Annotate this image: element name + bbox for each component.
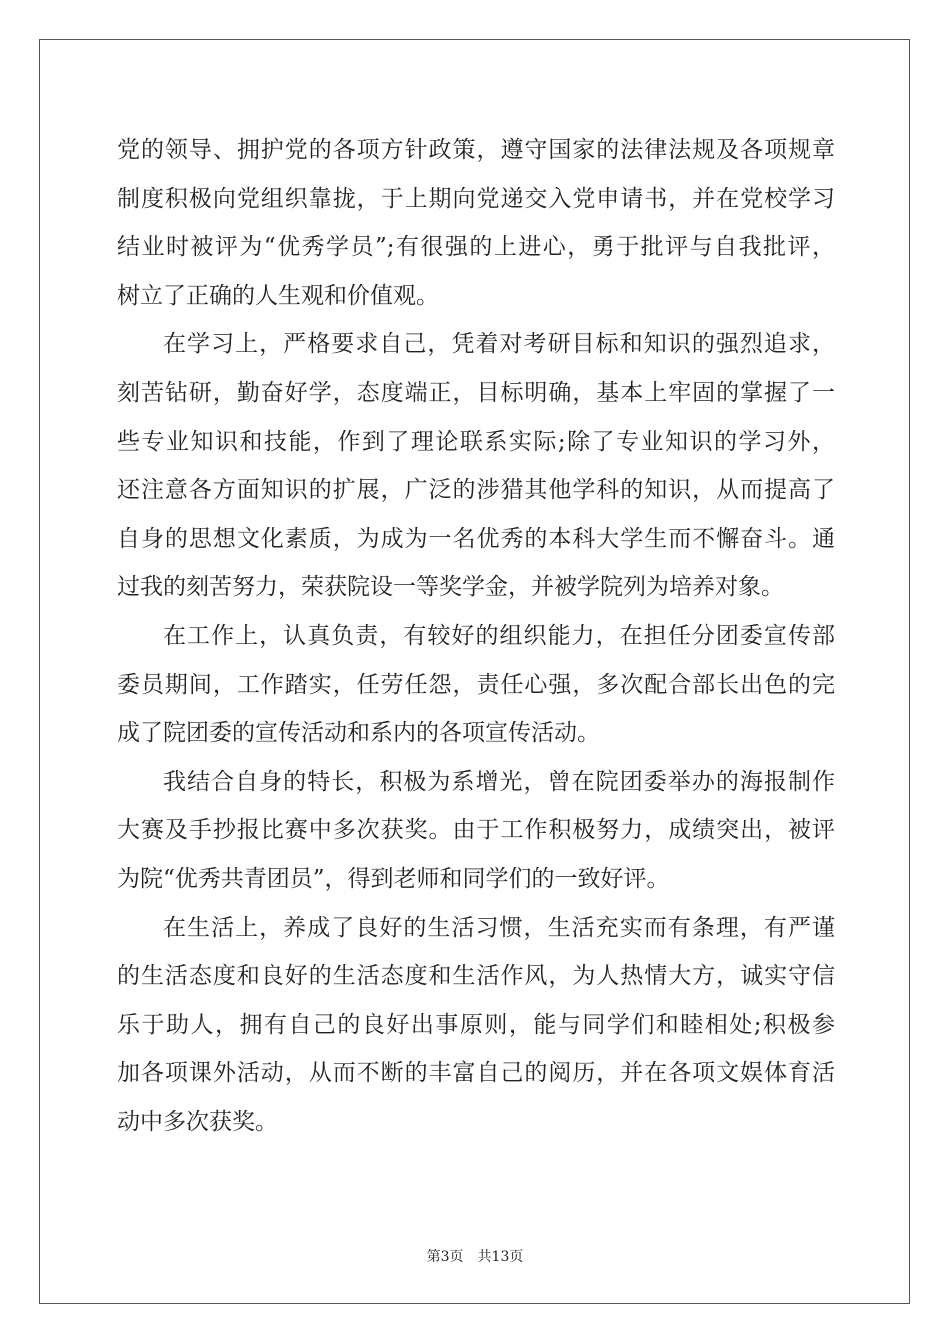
text-line: 在工作上，认真负责，有较好的组织能力，在担任分团委宣传部 xyxy=(163,622,835,649)
text-line: 动中多次获奖。 xyxy=(117,1108,278,1135)
page-footer xyxy=(0,1246,950,1266)
total-pages: 共13页 xyxy=(477,1249,524,1265)
text-line: 成了院团委的宣传活动和系内的各项宣传活动。 xyxy=(117,720,600,747)
paragraph xyxy=(117,758,835,904)
text-line: 在学习上，严格要求自己，凭着对考研目标和知识的强烈追求， xyxy=(163,331,835,358)
paragraph xyxy=(117,320,835,612)
text-line: 制度积极向党组织靠拢，于上期向党递交入党申请书，并在党校学习 xyxy=(117,185,835,212)
text-line: 在生活上，养成了良好的生活习惯，生活充实而有条理，有严谨 xyxy=(163,914,835,941)
text-line: 过我的刻苦努力，荣获院设一等奖学金，并被学院列为培养对象。 xyxy=(117,574,784,601)
text-line: 的生活态度和良好的生活态度和生活作风，为人热情大方，诚实守信 xyxy=(117,963,835,990)
paragraph xyxy=(117,612,835,758)
text-line: 自身的思想文化素质，为成为一名优秀的本科大学生而不懈奋斗。通 xyxy=(117,525,835,552)
text-line: 乐于助人，拥有自己的良好出事原则，能与同学们和睦相处;积极参 xyxy=(117,1011,835,1038)
text-line: 大赛及手抄报比赛中多次获奖。由于工作积极努力，成绩突出，被评 xyxy=(117,817,835,844)
text-line: 些专业知识和技能，作到了理论联系实际;除了专业知识的学习外， xyxy=(117,428,835,455)
text-line: 委员期间，工作踏实，任劳任怨，责任心强，多次配合部长出色的完 xyxy=(117,671,835,698)
text-line: 结业时被评为“优秀学员”;有很强的上进心，勇于批评与自我批评， xyxy=(117,234,835,261)
page-number: 第3页 xyxy=(426,1249,464,1265)
text-line: 党的领导、拥护党的各项方针政策，遵守国家的法律法规及各项规章 xyxy=(117,137,835,163)
text-line: 加各项课外活动，从而不断的丰富自己的阅历，并在各项文娱体育活 xyxy=(117,1060,835,1087)
paragraph xyxy=(117,904,835,1147)
document-body xyxy=(117,126,835,1146)
text-line: 刻苦钻研，勤奋好学，态度端正，目标明确，基本上牢固的掌握了一 xyxy=(117,379,835,406)
text-line: 还注意各方面知识的扩展，广泛的涉猎其他学科的知识，从而提高了 xyxy=(117,477,835,504)
paragraph xyxy=(117,126,835,320)
text-line: 我结合自身的特长，积极为系增光，曾在院团委举办的海报制作 xyxy=(163,768,835,795)
text-line: 树立了正确的人生观和价值观。 xyxy=(117,282,439,309)
text-line: 为院“优秀共青团员”，得到老师和同学们的一致好评。 xyxy=(117,865,670,892)
